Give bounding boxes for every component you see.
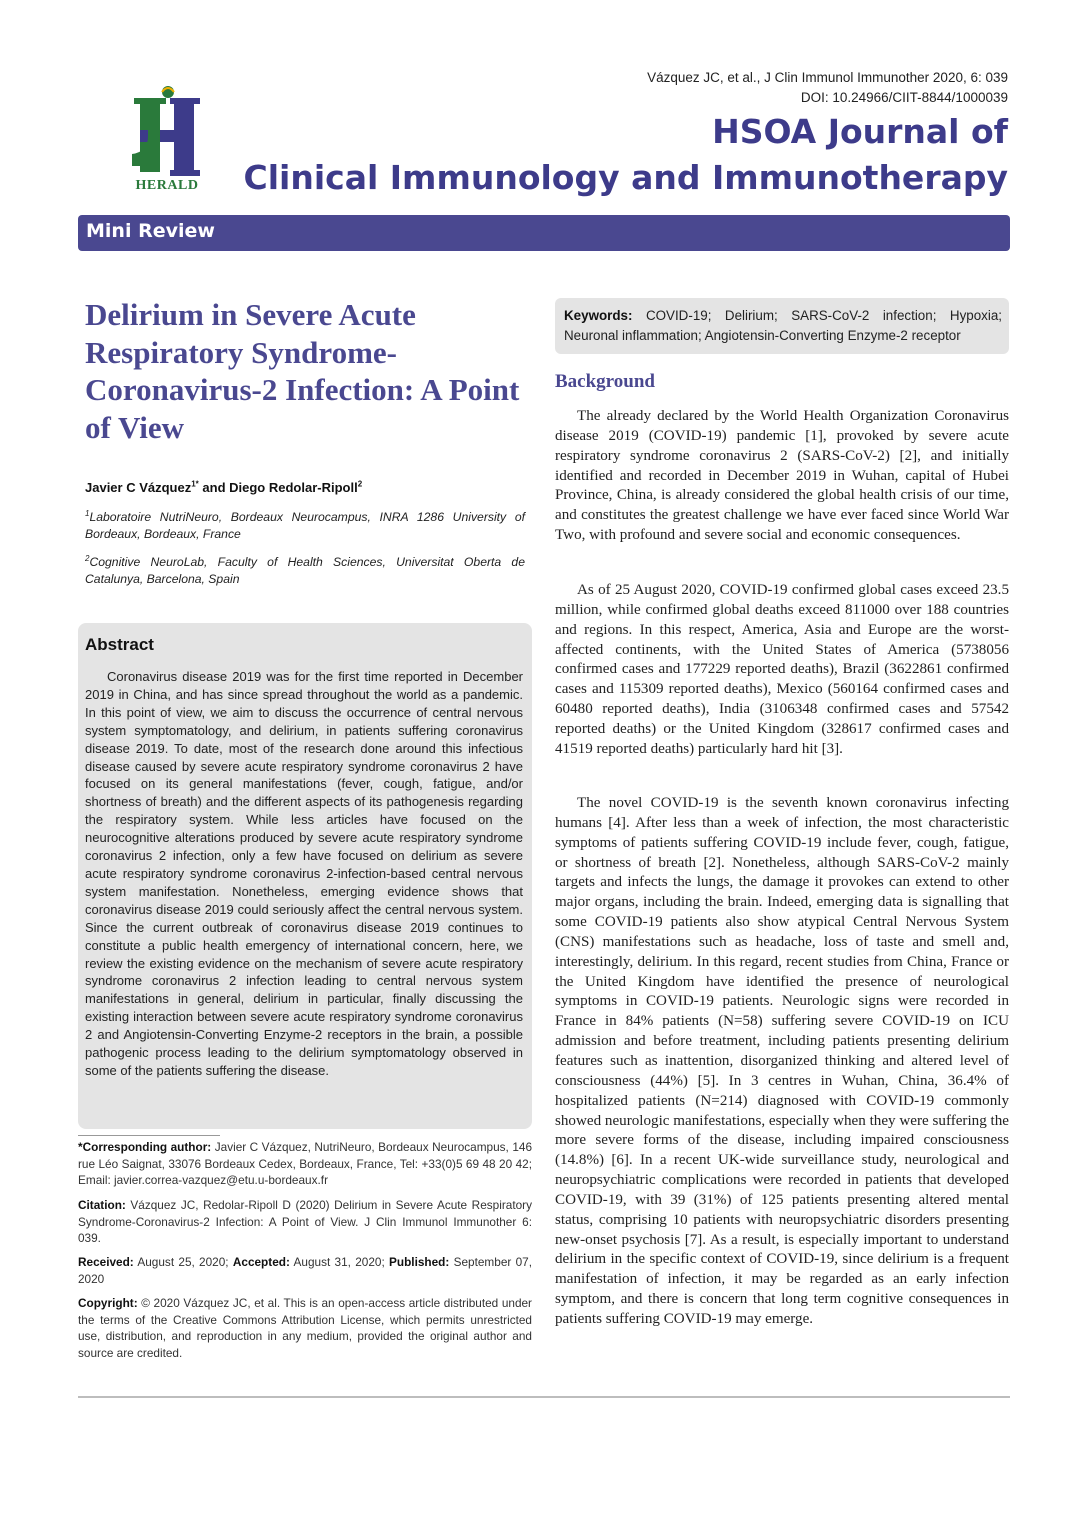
abstract-heading: Abstract [85,635,154,654]
published-label: Published: [389,1255,450,1269]
running-citation [647,68,1008,108]
affiliation-2-text: Cognitive NeuroLab, Faculty of Health Sciences, Universitat Oberta de Catalunya, Barcelona, Spain [85,555,525,586]
citation-line: Vázquez JC, et al., J Clin Immunol Immunother 2020, 6: 039 [647,70,1008,85]
corresponding-text: Javier C Vázquez, NutriNeuro, Bordeaux Neurocampus, 146 rue Léo Saignat, 33076 Bordeaux Cedex, Bordeaux, France, Tel: +33(0)5 69 48 20 42; Email: javier.correa-vazquez@etu.u-bordeaux.fr [78,1140,532,1187]
footnote-divider [78,1135,220,1136]
article-type-bar [78,215,1010,251]
copyright-note [78,1295,532,1361]
affiliation-1-num: 1 [85,508,90,518]
corresponding-label: *Corresponding author: [78,1140,212,1154]
affiliation-1 [85,509,525,543]
author-2-marks: 2 [357,479,363,489]
author-1-marks: 1* [191,479,199,489]
page-bottom-divider [78,1396,1010,1398]
doi-line: DOI: 10.24966/CIIT-8844/1000039 [800,90,1008,105]
accepted-date: August 31, 2020; [289,1255,390,1269]
herald-logo-text: HERALD [135,178,199,193]
citation-note [78,1197,532,1247]
copyright-label: Copyright: [78,1296,138,1310]
published-date: September 07, 2020 [78,1255,532,1286]
citation-label: Citation: [78,1198,126,1212]
abstract-text: Coronavirus disease 2019 was for the first time reported in December 2019 in China, and has since spread throughout the world as a pandemic. In this point of view, we aim to discuss the occurrence of central nervous system symptomatology, and delirium, in patients suffering coronavirus disease 2019. To date, most of the research done around this infectious disease caused by severe acute respiratory syndrome coronavirus 2 have focused on its general manifestations (fever, cough, fatigue, and/or shortness of breath) and the different aspects of its pathogenesis regarding the respiratory system. While less articles have focused on the neurocognitive alterations produced by severe acute respiratory syndrome coronavirus 2 infection, only a few have focused on delirium as severe acute respiratory syndrome coronavirus 2-infection-based central nervous system manifestation. Nonetheless, emerging evidence shows that coronavirus disease 2019 could seriously affect the central nervous system. Since the current outbreak of coronavirus disease 2019 continues to constitute a public health emergency of international concern, here, we review the existing evidence on the mechanism of severe acute respiratory syndrome coronavirus 2 infection leading to central nervous system manifestations in general, delirium in particular, finally discussing the existing interaction between severe acute respiratory syndrome coronavirus 2 and Angiotensin-Converting Enzyme-2 receptors in the brain, a possible pathogenic process leading to the delirium symptomatology observed in some of the patients suffering the disease. [85,669,523,1078]
background-paragraph-3: The novel COVID-19 is the seventh known coronavirus infecting humans [4]. After less than a week of infection, the most characteristic symptoms of patients suffering COVID-19 include fever, cough, fatigue, or shortness of breath [2]. Nonetheless, although SARS-CoV-2 mainly targets and infects the lungs, the damage it provokes can extend to other major organs, including the brain. Indeed, emerging data is signalling that some COVID-19 patients also show atypical Central Nervous System (CNS) manifestations such as headache, loss of taste and smell and, interestingly, delirium. In this regard, recent studies from China, France or the United Kingdom have identified the presence of neurological symptoms in COVID-19 patients. Neurologic signs were recorded in France in 84% patients (N=58) suffering severe COVID-19 on ICU admission and before treatment, including patients presenting delirium features such as inattention, disorganized thinking and altered level of consciousness (44%) [5]. In 3 centres in Wuhan, China, 36.4% of hospitalized patients (N=214) diagnosed with COVID-19 commonly showed neurologic manifestations, especially when they were suffering the more severe forms of the disease, including impaired consciousness (14.8%) [6]. In a recent UK-wide surveillance study, neurological and neuropsychiatric complications were recorded in patients that developed COVID-19, with 39 (31%) of 125 patients presenting altered mental status, comprising 10 patients with neuropsychiatric disorders presenting new-onset psychosis [7]. As a result, is especially important to understand delirium in the specific context of COVID-19, since delirium is a frequent manifestation of infection, it may be regarded as an early infection symptom, and there is concern that long term cognitive consequences in patients suffering COVID-19 may emerge. [555,795,1009,1327]
corresponding-author-note [78,1139,532,1189]
keywords [564,306,1002,346]
accepted-label: Accepted: [232,1255,290,1269]
citation-text: Vázquez JC, Redolar-Ripoll D (2020) Delirium in Severe Acute Respiratory Syndrome-Coronavirus-2 Infection: A Point of View. J Clin Immunol Immunother 6: 039. [78,1198,532,1245]
affiliation-2-num: 2 [85,553,90,563]
background-heading: Background [555,371,655,392]
author-list [85,480,525,495]
author-conjunction: and [198,480,230,495]
background-paragraph-1: The already declared by the World Health Organization Coronavirus disease 2019 (COVID-19) pandemic [1], provoked by severe acute respiratory syndrome coronavirus 2 (SARS-CoV-2) [2], and initially identified and recorded in December 2019 in Wuhan, capital of Hubei Province, China, is already considered the global health crisis of our time, and constitutes the greatest challenge we have ever faced since World War Two, with profound and severe social and economic consequences. [555,408,1009,544]
journal-title-line-2: Clinical Immunology and Immunotherapy [243,158,1008,197]
keywords-text: COVID-19; Delirium; SARS-CoV-2 infection; Hypoxia; Neuronal inflammation; Angiotensin-Converting Enzyme-2 receptor [564,308,1002,343]
affiliation-2 [85,554,525,588]
abstract-box [78,623,532,1129]
keywords-label: Keywords: [564,308,633,323]
copyright-text: © 2020 Vázquez JC, et al. This is an open-access article distributed under the terms of the Creative Commons Attribution License, which permits unrestricted use, distribution, and reproduction in any medium, provided the original author and source are credited. [78,1296,532,1360]
received-label: Received: [78,1255,134,1269]
herald-h-icon [126,84,208,178]
journal-title-line-1: HSOA Journal of [712,112,1008,151]
author-1: Javier C Vázquez [85,480,192,495]
author-2: Diego Redolar-Ripoll [229,480,358,495]
article-title: Delirium in Severe Acute Respiratory Syndrome-Coronavirus-2 Infection: A Point of View [85,297,520,445]
herald-logo [126,84,208,196]
background-paragraph-2: As of 25 August 2020, COVID-19 confirmed global cases exceed 23.5 million, while confirmed global deaths exceed 811000 over 188 countries and regions. In this respect, America, Asia and Europe are the worst-affected continents, with the United States of America (5738056 confirmed cases and 177229 reported deaths), Brazil (3622861 confirmed cases and 115309 reported deaths), Mexico (560164 confirmed cases and 60480 reported deaths), India (3106348 confirmed cases and 57542 reported deaths) or the United Kingdom (328617 confirmed cases and 41519 reported deaths) particularly hard hit [3]. [555,582,1009,757]
affiliation-1-text: Laboratoire NutriNeuro, Bordeaux Neurocampus, INRA 1286 University of Bordeaux, Bordeaux, France [85,510,525,541]
keywords-box [555,298,1009,354]
received-date: August 25, 2020; [133,1255,233,1269]
title-block [85,296,525,446]
dates-note [78,1254,532,1287]
article-type-label: Mini Review [86,220,215,242]
